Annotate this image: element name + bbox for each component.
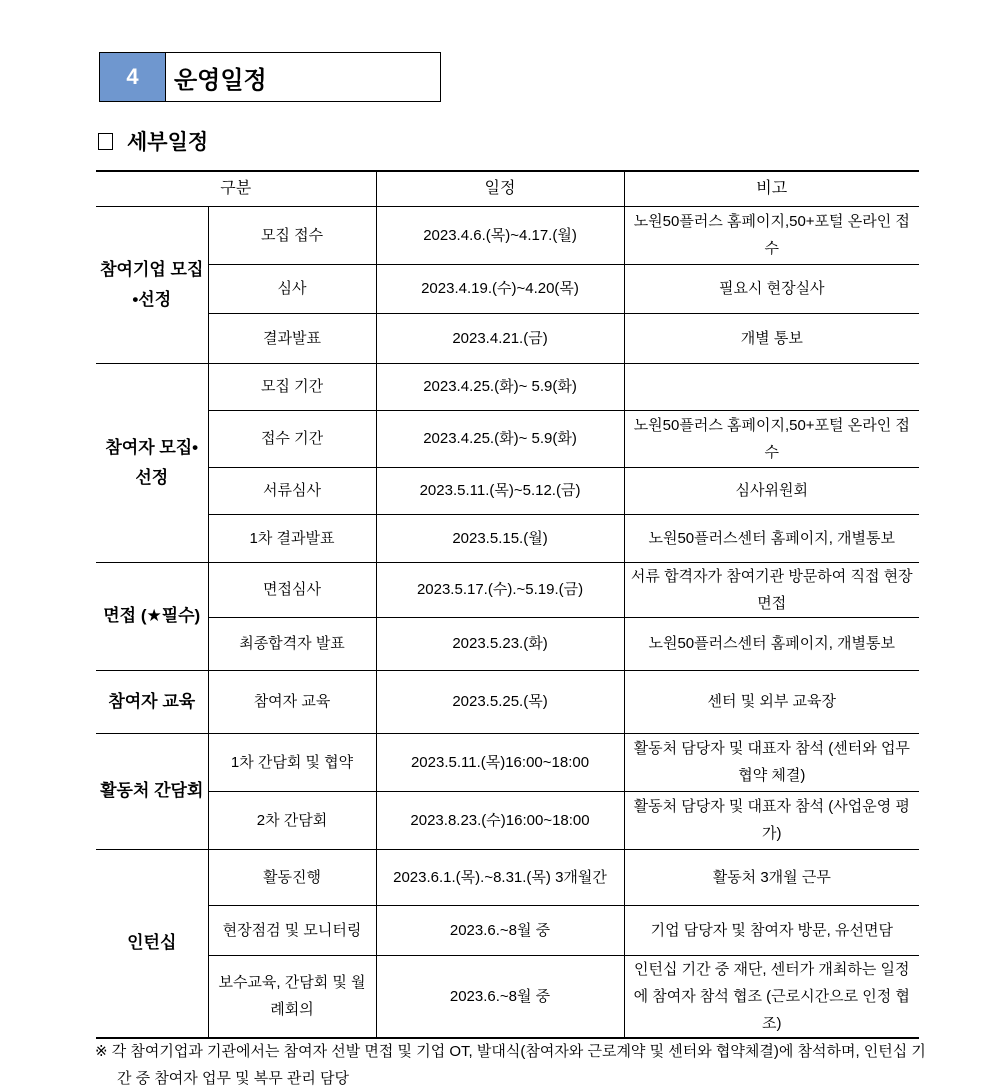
- header-category: 구분: [96, 171, 376, 206]
- date-cell: 2023.5.11.(목)~5.12.(금): [376, 467, 624, 514]
- table-row: [96, 905, 919, 955]
- table-row: [96, 467, 919, 514]
- footnote: ※ 각 참여기업과 기관에서는 참여자 선발 면접 및 기업 OT, 발대식(참여자와 근로계약 및 센터와 협약체결)에 참석하며, 인턴십 기간 중 참여자 업무 및 복무 관리 담당: [95, 1043, 926, 1087]
- table-row: [96, 313, 919, 363]
- item-cell: 모집 기간: [208, 363, 376, 410]
- date-cell: 2023.6.~8월 중: [376, 955, 624, 1038]
- group-label: 참여자 교육: [96, 670, 208, 733]
- item-cell: 참여자 교육: [208, 670, 376, 733]
- table-row: [96, 791, 919, 849]
- subsection-title: 세부일정: [127, 131, 209, 154]
- group-label: 참여기업 모집•선정: [96, 206, 208, 363]
- table-row: [96, 410, 919, 467]
- item-cell: 면접심사: [208, 562, 376, 617]
- header-schedule: 일정: [376, 171, 624, 206]
- group-label: 인턴십: [96, 849, 208, 1038]
- note-cell: 센터 및 외부 교육장: [624, 670, 919, 733]
- item-cell: 보수교육, 간담회 및 월례회의: [208, 955, 376, 1038]
- table-row: [96, 733, 919, 791]
- group-label: 참여자 모집•선정: [96, 363, 208, 562]
- header-remarks: 비고: [624, 171, 919, 206]
- item-cell: 1차 간담회 및 협약: [208, 733, 376, 791]
- date-cell: 2023.5.11.(목)16:00~18:00: [376, 733, 624, 791]
- table-row: [96, 363, 919, 410]
- table-row: [96, 514, 919, 562]
- note-cell: 노원50플러스센터 홈페이지, 개별통보: [624, 514, 919, 562]
- date-cell: 2023.8.23.(수)16:00~18:00: [376, 791, 624, 849]
- note-cell: 노원50플러스 홈페이지,50+포털 온라인 접수: [624, 206, 919, 264]
- date-cell: 2023.4.19.(수)~4.20(목): [376, 264, 624, 313]
- note-cell: 노원50플러스센터 홈페이지, 개별통보: [624, 617, 919, 670]
- section-header: [99, 52, 441, 102]
- note-cell: 기업 담당자 및 참여자 방문, 유선면담: [624, 905, 919, 955]
- note-cell: [624, 363, 919, 410]
- section-number: 4: [100, 53, 166, 101]
- date-cell: 2023.5.25.(목): [376, 670, 624, 733]
- square-bullet-icon: [98, 133, 113, 150]
- table-row: [96, 206, 919, 264]
- note-cell: 활동처 3개월 근무: [624, 849, 919, 905]
- note-cell: 활동처 담당자 및 대표자 참석 (사업운영 평가): [624, 791, 919, 849]
- note-cell: 심사위원회: [624, 467, 919, 514]
- table-row: [96, 955, 919, 1038]
- note-cell: 인턴십 기간 중 재단, 센터가 개최하는 일정에 참여자 참석 협조 (근로시간으로 인정 협조): [624, 955, 919, 1038]
- group-label: 활동처 간담회: [96, 733, 208, 849]
- date-cell: 2023.4.25.(화)~ 5.9(화): [376, 363, 624, 410]
- table-row: [96, 670, 919, 733]
- item-cell: 심사: [208, 264, 376, 313]
- item-cell: 1차 결과발표: [208, 514, 376, 562]
- table-row: [96, 617, 919, 670]
- subsection-heading: [98, 126, 208, 156]
- date-cell: 2023.4.21.(금): [376, 313, 624, 363]
- note-cell: 서류 합격자가 참여기관 방문하여 직접 현장면접: [624, 562, 919, 617]
- item-cell: 서류심사: [208, 467, 376, 514]
- table-header-row: [96, 171, 919, 206]
- table-row: [96, 562, 919, 617]
- item-cell: 현장점검 및 모니터링: [208, 905, 376, 955]
- item-cell: 모집 접수: [208, 206, 376, 264]
- table-row: [96, 849, 919, 905]
- item-cell: 접수 기간: [208, 410, 376, 467]
- date-cell: 2023.5.15.(월): [376, 514, 624, 562]
- note-cell: 개별 통보: [624, 313, 919, 363]
- date-cell: 2023.5.23.(화): [376, 617, 624, 670]
- item-cell: 결과발표: [208, 313, 376, 363]
- note-cell: 필요시 현장실사: [624, 264, 919, 313]
- item-cell: 2차 간담회: [208, 791, 376, 849]
- item-cell: 활동진행: [208, 849, 376, 905]
- item-cell: 최종합격자 발표: [208, 617, 376, 670]
- date-cell: 2023.4.6.(목)~4.17.(월): [376, 206, 624, 264]
- date-cell: 2023.5.17.(수).~5.19.(금): [376, 562, 624, 617]
- date-cell: 2023.6.~8월 중: [376, 905, 624, 955]
- group-label: 면접 (★필수): [96, 562, 208, 670]
- section-title: 운영일정: [174, 66, 267, 94]
- table-row: [96, 264, 919, 313]
- date-cell: 2023.4.25.(화)~ 5.9(화): [376, 410, 624, 467]
- note-cell: 노원50플러스 홈페이지,50+포털 온라인 접수: [624, 410, 919, 467]
- schedule-table: [96, 170, 919, 1039]
- date-cell: 2023.6.1.(목).~8.31.(목) 3개월간: [376, 849, 624, 905]
- note-cell: 활동처 담당자 및 대표자 참석 (센터와 업무협약 체결): [624, 733, 919, 791]
